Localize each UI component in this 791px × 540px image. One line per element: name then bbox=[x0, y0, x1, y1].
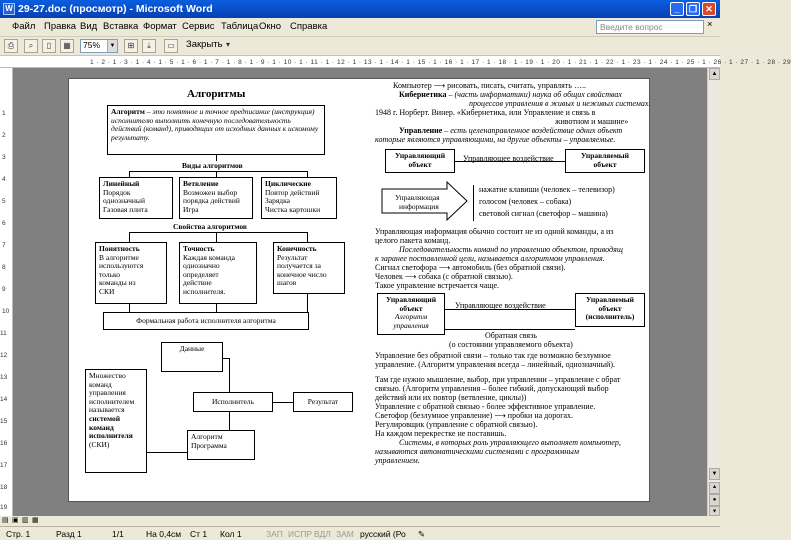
chevron-down-icon: ▼ bbox=[107, 40, 117, 52]
type-box-linear bbox=[99, 177, 173, 219]
menu-window[interactable]: Окно bbox=[259, 21, 282, 32]
document-area[interactable] bbox=[13, 68, 707, 516]
prop-line: шагов bbox=[277, 278, 297, 288]
prop-name: Конечность bbox=[277, 244, 317, 253]
status-rec[interactable]: ЗАП bbox=[266, 529, 283, 539]
prop-line: исполнителя. bbox=[183, 286, 226, 296]
menu-tools[interactable]: Сервис bbox=[182, 21, 215, 32]
connector bbox=[129, 232, 307, 233]
type-line: Игра bbox=[183, 204, 199, 214]
text-line: Компьютер ⟶ рисовать, писать, считать, управлять ….. bbox=[393, 81, 586, 90]
ruler-toggle-icon[interactable]: ⊞ bbox=[124, 39, 138, 53]
definition-text: – это понятное и точное предписание (инструкция) исполнителю выполнить конечную последовательность действий (команд), приводящих от исходных данных к искомому результату. bbox=[111, 107, 319, 142]
bracket bbox=[473, 185, 474, 221]
arrow bbox=[273, 402, 293, 403]
status-position: На 0,4см bbox=[146, 529, 182, 539]
vertical-scrollbar[interactable] bbox=[707, 68, 720, 516]
algo-line: Алгоритм bbox=[191, 432, 223, 441]
text-line: связью. (Алгоритм управления – более гибкий, допускающий выбор bbox=[375, 384, 609, 393]
side-line: называется bbox=[89, 405, 125, 415]
connector bbox=[129, 232, 130, 242]
side-line: команд bbox=[89, 379, 112, 389]
vruler-mark: 12 bbox=[0, 352, 8, 359]
type-line: однозначный bbox=[103, 196, 145, 206]
vruler-mark: 2 bbox=[2, 132, 6, 139]
prop-line: однозначно bbox=[183, 261, 220, 271]
text-line: Там где нужно мышление, выбор, при управлении – управление с обрат bbox=[375, 375, 621, 384]
menu-view[interactable]: Вид bbox=[80, 21, 98, 32]
feedback-managed-box bbox=[575, 293, 645, 327]
multiple-pages-icon[interactable]: ▦ bbox=[60, 39, 74, 53]
text-line: Управление с обратной связью - более эффективное управление. bbox=[375, 402, 596, 411]
prop-line: действие bbox=[183, 278, 212, 288]
text-line: управление. (Алгоритм управления всегда – линейный, однозначный). bbox=[375, 360, 615, 369]
vruler-mark: 19 bbox=[0, 504, 8, 511]
type-name: Ветвление bbox=[183, 179, 219, 188]
preview-toolbar bbox=[0, 37, 720, 56]
menu-edit[interactable]: Правка bbox=[44, 21, 77, 32]
types-label: Виды алгоритмов bbox=[182, 161, 243, 170]
feedback-arrow bbox=[445, 329, 575, 330]
box-line: объект bbox=[408, 159, 432, 169]
vruler-mark: 17 bbox=[0, 462, 8, 469]
connector bbox=[216, 232, 217, 242]
text-line bbox=[399, 126, 622, 135]
vruler-mark: 11 bbox=[0, 330, 7, 337]
vruler-mark: 8 bbox=[2, 264, 6, 271]
text-line: к заранее поставленной цели, называется алгоритмом управления. bbox=[375, 254, 605, 263]
text-line: которые являются управляющими, на другие объекты – управляемые. bbox=[375, 135, 616, 144]
executor-box: Исполнитель bbox=[193, 392, 273, 412]
vruler-mark: 18 bbox=[0, 484, 8, 491]
prop-line: только bbox=[99, 269, 121, 279]
vruler-mark: 1 bbox=[2, 110, 6, 117]
close-document-icon[interactable]: × bbox=[707, 19, 713, 30]
box-line: Управляемый bbox=[586, 295, 634, 304]
menu-table[interactable]: Таблица bbox=[221, 21, 259, 32]
normal-view-icon[interactable]: ▤ bbox=[2, 517, 9, 524]
prop-line: получается за bbox=[277, 261, 321, 271]
vruler-mark: 3 bbox=[2, 154, 6, 161]
text-line: действий или их повтор (ветвление, циклы)) bbox=[375, 393, 527, 402]
prop-line: СКИ bbox=[99, 286, 115, 296]
type-line: Газовая плита bbox=[103, 204, 148, 214]
prop-box-finiteness bbox=[273, 242, 345, 294]
info-list-item: световой сигнал (светофор – машина) bbox=[479, 209, 608, 218]
full-screen-icon[interactable]: ▭ bbox=[164, 39, 178, 53]
side-line: управления bbox=[89, 388, 126, 398]
box-line: объект bbox=[399, 303, 423, 313]
type-line: Повтор действий bbox=[265, 187, 320, 197]
menu-file[interactable]: Файл bbox=[12, 21, 36, 32]
menu-bar bbox=[0, 18, 720, 37]
definition-box bbox=[107, 105, 325, 155]
text-fragment: – (часть информатики) наука об общих свойствах bbox=[446, 90, 622, 99]
title-bar bbox=[0, 0, 720, 18]
type-name: Циклические bbox=[265, 179, 311, 188]
controlled-object-box bbox=[565, 149, 645, 173]
vruler-mark: 4 bbox=[2, 176, 6, 183]
horizontal-ruler[interactable] bbox=[0, 56, 791, 68]
controlling-object-box bbox=[385, 149, 455, 173]
status-bar bbox=[0, 526, 720, 540]
prop-line: В алгоритме bbox=[99, 252, 139, 262]
print-layout-icon[interactable]: ▥ bbox=[22, 517, 29, 524]
text-line: Такое управление встречается чаще. bbox=[375, 281, 499, 290]
feedback-label: Обратная связь bbox=[485, 331, 537, 340]
vruler-mark: 5 bbox=[2, 198, 6, 205]
text-fragment: – есть целенаправленное воздействие одних объект bbox=[442, 126, 623, 135]
text-line bbox=[399, 90, 622, 99]
type-line: Зарядка bbox=[265, 196, 290, 206]
connector bbox=[229, 412, 230, 430]
prop-line: команды из bbox=[99, 278, 136, 288]
side-line: исполнителем bbox=[89, 396, 135, 406]
term-cybernetics: Кибернетика bbox=[399, 90, 447, 99]
document-page[interactable] bbox=[68, 78, 650, 502]
command-system-box bbox=[85, 369, 147, 473]
box-line: Управляемый bbox=[581, 151, 629, 160]
menu-insert[interactable]: Вставка bbox=[103, 21, 139, 32]
status-page: Стр. 1 bbox=[6, 529, 31, 539]
type-line: Чистка картошки bbox=[265, 204, 321, 214]
text-line: На каждом перекрестке не поставишь. bbox=[375, 429, 507, 438]
side-line: Множество bbox=[89, 371, 126, 380]
scroll-down-icon[interactable]: ▼ bbox=[709, 468, 720, 480]
text-line: целого пакета команд. bbox=[375, 236, 451, 245]
page-title: Алгоритмы bbox=[187, 88, 246, 100]
status-line: Ст 1 bbox=[190, 529, 208, 539]
type-box-cyclic bbox=[261, 177, 337, 219]
side-bold-line: системой bbox=[89, 413, 121, 423]
data-box: Данные bbox=[161, 342, 223, 372]
magnifier-icon[interactable]: ⌕ bbox=[24, 39, 38, 53]
vruler-mark: 13 bbox=[0, 374, 8, 381]
status-extend[interactable]: ВДЛ bbox=[314, 529, 331, 539]
term-management: Управление bbox=[399, 126, 443, 135]
prop-box-precision bbox=[179, 242, 257, 304]
box-line: управления bbox=[393, 320, 429, 330]
formal-work-box: Формальная работа исполнителя алгоритма bbox=[103, 312, 309, 330]
close-preview-button[interactable]: Закрыть bbox=[186, 39, 223, 50]
status-language: русский (Ро bbox=[360, 529, 406, 539]
prop-box-clarity bbox=[95, 242, 167, 304]
vruler-mark: 6 bbox=[2, 220, 6, 227]
zoom-select[interactable] bbox=[80, 39, 118, 53]
result-box: Результат bbox=[293, 392, 353, 412]
arrow-label: Управляющее воздействие bbox=[463, 154, 554, 163]
info-list-item: нажатие клавиши (человек – телевизор) bbox=[479, 185, 615, 194]
arrow-label: Управляющее воздействие bbox=[455, 301, 546, 310]
box-line: (исполнитель) bbox=[585, 312, 635, 322]
type-line: Порядок bbox=[103, 187, 131, 197]
prop-line: определяет bbox=[183, 269, 219, 279]
menu-help[interactable]: Справка bbox=[290, 21, 328, 32]
side-line: (СКИ) bbox=[89, 439, 110, 449]
text-line: управлением. bbox=[375, 456, 420, 465]
vruler-mark: 15 bbox=[0, 418, 8, 425]
algo-line: Программа bbox=[191, 440, 227, 450]
side-bold-line: исполнителя bbox=[89, 431, 133, 441]
status-section: Разд 1 bbox=[56, 529, 82, 539]
box-line: объект bbox=[593, 159, 617, 169]
text-line: называются автоматическими системами с программным bbox=[375, 447, 579, 456]
web-layout-icon[interactable]: ▣ bbox=[12, 517, 19, 524]
text-line: Светофор (безлумное управление) ⟶ пробки на дорогах. bbox=[375, 411, 574, 420]
text-line: Управление без обратной связи – только так где возможно безлумное bbox=[375, 351, 611, 360]
minimize-button[interactable]: _ bbox=[670, 2, 684, 16]
side-bold-line: команд bbox=[89, 422, 114, 432]
connector bbox=[229, 358, 230, 392]
prop-line: используются bbox=[99, 261, 144, 271]
spelling-status-icon[interactable]: ✎ bbox=[418, 529, 426, 539]
box-line: Управляющий bbox=[394, 151, 446, 160]
text-line: Системы, в которых роль управляющего выполняет компьютер, bbox=[399, 438, 621, 447]
toolbar-options-icon[interactable]: ▾ bbox=[225, 40, 230, 49]
vertical-ruler[interactable] bbox=[0, 68, 13, 516]
zoom-value: 75% bbox=[83, 40, 101, 50]
props-label: Свойства алгоритмов bbox=[173, 222, 247, 231]
type-line: Возможен выбор bbox=[183, 187, 238, 197]
select-browse-object-icon[interactable]: ● bbox=[709, 494, 720, 506]
type-box-branching bbox=[179, 177, 253, 219]
prop-line: конечное число bbox=[277, 269, 327, 279]
info-line: информация bbox=[399, 202, 439, 211]
box-line: Управляющий bbox=[385, 295, 437, 304]
prop-line: Каждая команда bbox=[183, 252, 235, 262]
prop-name: Точность bbox=[183, 244, 215, 253]
box-line: объект bbox=[598, 303, 622, 313]
box-line: Алгоритм bbox=[394, 312, 428, 322]
feedback-controller-box bbox=[377, 293, 445, 335]
algorithm-program-box bbox=[187, 430, 255, 460]
vruler-mark: 16 bbox=[0, 440, 8, 447]
outline-view-icon[interactable]: ▦ bbox=[32, 517, 39, 524]
text-line: Последовательность команд по управлению объектом, приводящ bbox=[399, 245, 623, 254]
text-line: Управляющая информация обычно состоит не из одной команды, а из bbox=[375, 227, 614, 236]
shrink-to-fit-icon[interactable]: ⤓ bbox=[142, 39, 156, 53]
vruler-mark: 9 bbox=[2, 286, 6, 293]
status-overwrite[interactable]: ЗАМ bbox=[336, 529, 354, 539]
info-line: Управляющая bbox=[395, 193, 440, 202]
text-line: 1948 г. Норберт. Винер. «Кибернетика, или Управление и связь в bbox=[375, 108, 596, 117]
close-window-button[interactable]: ✕ bbox=[702, 2, 716, 16]
view-bar bbox=[0, 516, 720, 526]
ruler-marks: 1 · 2 · 1 · 3 · 1 · 4 · 1 · 5 · 1 · 6 · 1 · 7 · 1 · 8 · 1 · 9 · 1 · 10 · 1 · 11 · 1 · 12 · 1 · 13 · 1 · 14 · 1 · 15 · 1 · 16 · 1 · 17 · 1 · 18 · 1 · 19 · 1 · 20 · 1 · 21 · 1 · 22 · 1 · 23 · 1 · 24 · 1 · 25 · 1 · 26 · 1 · 27 · 1 · 28 · 29 bbox=[90, 59, 791, 66]
connector bbox=[129, 171, 307, 172]
window-title: 29-27.doc (просмотр) - Microsoft Word bbox=[18, 3, 213, 15]
prop-name: Понятность bbox=[99, 244, 140, 253]
vruler-mark: 7 bbox=[2, 242, 6, 249]
next-page-icon[interactable]: ⯆ bbox=[709, 506, 720, 516]
word-app-icon: W bbox=[3, 3, 15, 15]
status-pages: 1/1 bbox=[112, 529, 124, 539]
prop-line: Результат bbox=[277, 252, 308, 262]
previous-page-icon[interactable]: ⯅ bbox=[709, 482, 720, 494]
status-column: Кол 1 bbox=[220, 529, 242, 539]
print-icon[interactable]: ⎙ bbox=[4, 39, 18, 53]
feedback-sublabel: (о состоянии управляемого объекта) bbox=[449, 340, 573, 349]
text-line: животном и машине» bbox=[555, 117, 629, 126]
connector bbox=[216, 304, 217, 312]
connector bbox=[307, 232, 308, 242]
menu-format[interactable]: Формат bbox=[143, 21, 177, 32]
arrow bbox=[147, 452, 187, 453]
vruler-mark: 14 bbox=[0, 396, 8, 403]
text-line: Сигнал светофора ⟶ автомобиль (без обратной связи). bbox=[375, 263, 566, 272]
connector bbox=[129, 304, 130, 312]
text-line: Человек ⟶ собака (с обратной связью). bbox=[375, 272, 513, 281]
status-track[interactable]: ИСПР bbox=[288, 529, 313, 539]
text-line: Регулировщик (управление с обратной связью). bbox=[375, 420, 538, 429]
scroll-up-icon[interactable]: ▲ bbox=[709, 68, 720, 80]
one-page-icon[interactable]: ▯ bbox=[42, 39, 56, 53]
help-search-input[interactable]: Введите вопрос bbox=[596, 20, 704, 34]
restore-button[interactable]: ❐ bbox=[686, 2, 700, 16]
vruler-mark: 10 bbox=[2, 308, 10, 315]
type-line: порядка действий bbox=[183, 196, 240, 206]
type-name: Линейный bbox=[103, 179, 140, 188]
connector bbox=[307, 294, 308, 312]
info-list-item: голосом (человек – собака) bbox=[479, 197, 572, 206]
text-line: процессов управления в живых и неживых системах. bbox=[469, 99, 651, 108]
definition-term: Алгоритм bbox=[111, 107, 145, 116]
